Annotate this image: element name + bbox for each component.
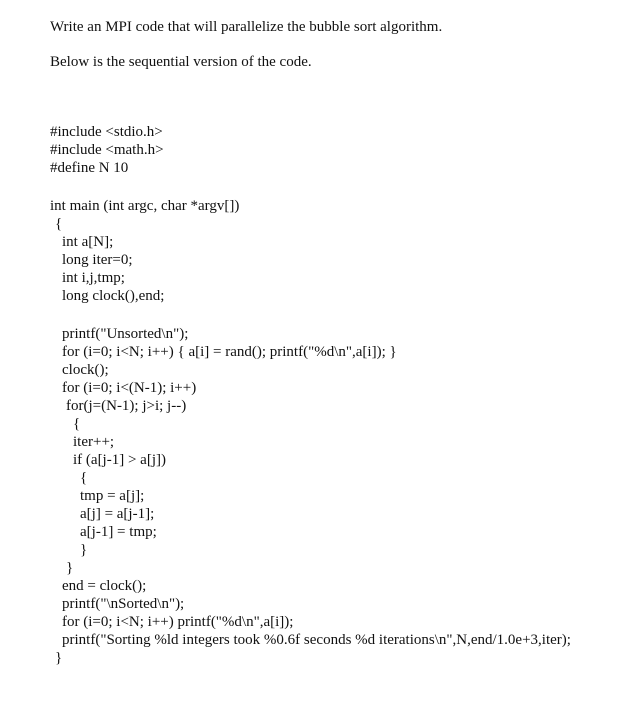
code-inner-close-brace: } [66,560,74,576]
code-compare: if (a[j-1] > a[j]) [73,452,166,468]
code-include-math: #include <math.h> [50,142,164,158]
code-close-brace: } [55,650,63,666]
intro-line-1: Write an MPI code that will parallelize the bubble sort algorithm. [50,19,443,35]
code-decl-iter: long iter=0; [62,252,133,268]
code-print-unsorted: printf("Unsorted\n"); [62,326,189,342]
code-inner-open-brace: { [73,416,81,432]
code-include-stdio: #include <stdio.h> [50,124,163,140]
code-clock-end: end = clock(); [62,578,147,594]
code-print-loop: for (i=0; i<N; i++) printf("%d\n",a[i]); [62,614,294,630]
code-inner-loop: for(j=(N-1); j>i; j--) [66,398,187,414]
code-fill-loop: for (i=0; i<N; i++) { a[i] = rand(); printf("%d\n",a[i]); } [62,344,397,360]
code-outer-loop: for (i=0; i<(N-1); i++) [62,380,197,396]
code-swap-assign: a[j] = a[j-1]; [80,506,155,522]
code-clock-start: clock(); [62,362,109,378]
code-decl-clock: long clock(),end; [62,288,165,304]
code-open-brace: { [55,216,63,232]
code-swap-close-brace: } [80,542,88,558]
code-iter-increment: iter++; [73,434,115,450]
code-swap-tmp: tmp = a[j]; [80,488,145,504]
code-decl-vars: int i,j,tmp; [62,270,125,286]
code-define-n: #define N 10 [50,160,129,176]
code-print-summary: printf("Sorting %ld integers took %0.6f seconds %d iterations\n",N,end/1.0e+3,iter); [62,632,571,648]
code-decl-array: int a[N]; [62,234,114,250]
intro-line-2: Below is the sequential version of the code. [50,54,312,70]
code-print-sorted: printf("\nSorted\n"); [62,596,185,612]
code-swap-restore: a[j-1] = tmp; [80,524,157,540]
code-swap-open-brace: { [80,470,88,486]
code-main-signature: int main (int argc, char *argv[]) [50,198,240,214]
